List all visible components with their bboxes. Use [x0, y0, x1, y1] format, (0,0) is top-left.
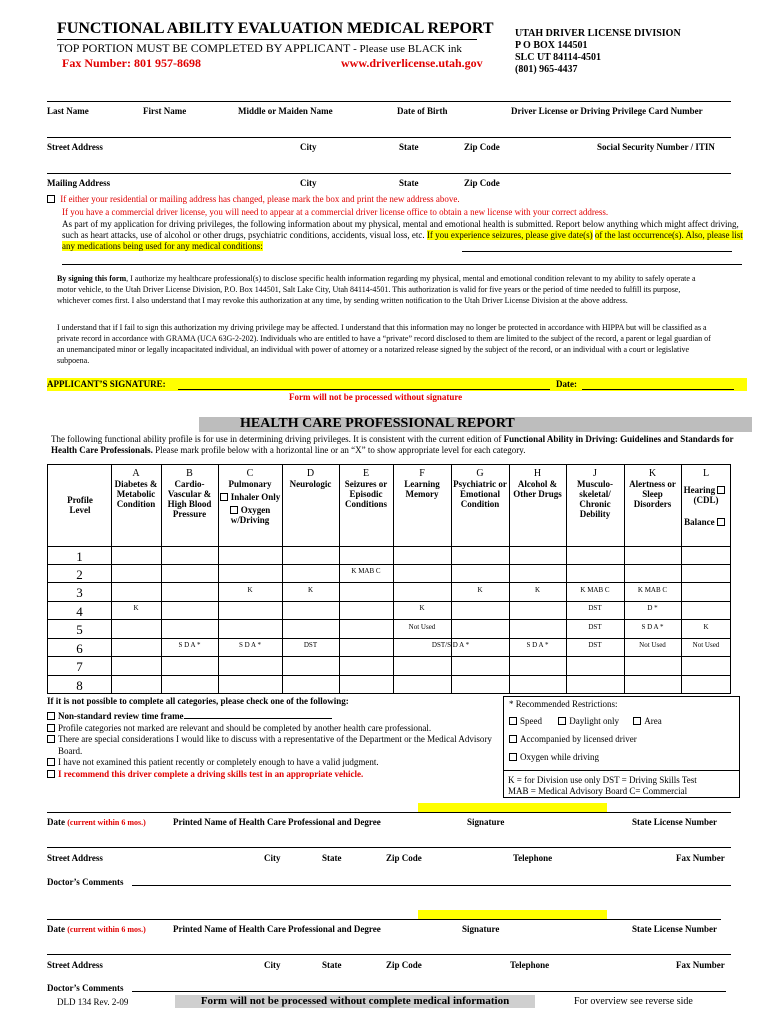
profile-level-header: Profile Level [67, 495, 93, 515]
applicant-signature-label: APPLICANT’S SIGNATURE: [47, 379, 166, 389]
mailing-state-label: State [399, 178, 419, 188]
col-g-header: G Psychiatric or Emotional Condition [453, 468, 507, 509]
col-j-header: J Musculo- skeletal/ Chronic Debility [577, 468, 613, 519]
division-name: UTAH DRIVER LICENSE DIVISION [515, 28, 681, 39]
restrictions-legend-2: MAB = Medical Advisory Board C= Commercial [508, 786, 688, 796]
balance-checkbox[interactable] [717, 518, 725, 526]
col-f-header: F Learning Memory [404, 468, 440, 499]
table-cell: S D A * [239, 641, 261, 649]
state-license-label-2: State License Number [632, 924, 717, 934]
printed-name-label-2: Printed Name of Health Care Professional and Degree [173, 924, 381, 934]
col-c-header: C Pulmonary Inhaler Only Oxygen w/Driving [218, 469, 282, 525]
table-cell: K MAB C [637, 586, 668, 594]
level-2: 2 [76, 567, 83, 582]
overview-note: For overview see reverse side [574, 996, 693, 1007]
fax-label-2: Fax Number [676, 960, 725, 970]
table-cell: K MAB C [351, 567, 381, 575]
state-license-label-1: State License Number [632, 817, 717, 827]
table-cell: S D A * [178, 641, 201, 649]
state-label-1: State [322, 853, 342, 863]
city-label-2: City [264, 960, 281, 970]
fax-label-1: Fax Number [676, 853, 725, 863]
table-cell: Not Used [639, 641, 666, 649]
license-number-label: Driver License or Driving Privilege Card Number [511, 106, 703, 116]
hearing-checkbox[interactable] [717, 486, 725, 494]
level-6: 6 [76, 641, 83, 656]
address-changed-text: If either your residential or mailing address has changed, please mark the box and print the new address above. [60, 194, 460, 204]
hcp-intro-bold: Functional Ability in Driving: Guidelines and Standards for Health Care Professionals. [51, 434, 734, 455]
special-considerations-checkbox[interactable] [47, 735, 55, 743]
zip-label-2: Zip Code [386, 960, 422, 970]
oxygen-checkbox[interactable] [230, 506, 238, 514]
street-label: Street Address [47, 142, 103, 152]
ssn-label: Social Security Number / ITIN [597, 142, 715, 152]
street-label-2: Street Address [47, 960, 103, 970]
understand-paragraph: I understand that if I fail to sign this authorization my driving privilege may be affected. I understand that this information may no longer be protected in accordance with HIPPA but will be classified as a private record in accordance with GRAMA (UCA 63G-2-202). Individuals who are entitled to have a “private” record disclosed to them are limited to the subject of the record, a parent or legal guardian of an unemancipated minor or legally incapacitated individual, an individual with power of attorney or a notarized release signed by the subject of the record, or an individual with a court or legislative subpoena. [57, 323, 711, 365]
table-cell: K [703, 623, 709, 631]
table-cell: K [534, 586, 541, 594]
unmarked-categories-checkbox[interactable] [47, 724, 55, 732]
table-cell: K [419, 604, 425, 612]
hcp-intro-end: Please mark profile below with a horizontal line or an “X” to show appropriate level for each category. [152, 445, 526, 455]
zip-label: Zip Code [464, 142, 500, 152]
subtitle-text: TOP PORTION MUST BE COMPLETED BY APPLICANT [57, 41, 351, 55]
daylight-checkbox[interactable] [558, 717, 566, 725]
inhaler-checkbox[interactable] [220, 493, 228, 501]
table-cell: K [133, 604, 139, 612]
comments-label-1: Doctor’s Comments [47, 877, 124, 887]
categories-heading: If it is not possible to complete all categories, please check one of the following: [47, 696, 349, 706]
col-e-header: E Seizures or Episodic Conditions [344, 468, 388, 509]
form-id: DLD 134 Rev. 2-09 [57, 997, 129, 1007]
restrictions-box: * Recommended Restrictions: Speed Daylight only Area Accompanied by licensed driver Oxygen while driving K = for Division use only DST = Driving Skills Test MAB = Medical Advisory Board C= Commercial [503, 696, 740, 798]
division-phone: (801) 965-4437 [515, 64, 578, 75]
table-cell: D * [647, 604, 658, 612]
col-k-header: K Alertness or Sleep Disorders [629, 468, 676, 509]
date-label-2: Date (current within 6 mos.) [47, 924, 146, 934]
table-cell: K MAB C [580, 586, 610, 594]
state-label: State [399, 142, 419, 152]
table-cell: K [247, 586, 253, 594]
hcp-intro [51, 434, 756, 456]
address-changed-notice [47, 194, 460, 204]
col-b-header: B Cardio- Vascular & High Blood Pressure [167, 468, 212, 519]
comments-field-2[interactable] [132, 991, 726, 992]
last-name-label: Last Name [47, 106, 89, 116]
telephone-label-1: Telephone [513, 853, 553, 863]
commercial-notice: If you have a commercial driver license, you will need to appear at a commercial driver license office to obtain a new license with your correct address. [62, 207, 609, 217]
restrictions-title: * Recommended Restrictions: [509, 699, 618, 709]
table-cell: DST [588, 641, 602, 649]
comments-field-1[interactable] [132, 885, 731, 886]
fax-number: Fax Number: 801 957-8698 [62, 56, 201, 70]
subtitle-note: - Please use BLACK ink [353, 43, 462, 55]
level-8: 8 [76, 678, 83, 693]
zip-label-1: Zip Code [386, 853, 422, 863]
signature-required-notice: Form will not be processed without signature [289, 392, 463, 402]
date-field[interactable] [582, 389, 734, 390]
printed-name-label-1: Printed Name of Health Care Professional and Degree [173, 817, 381, 827]
website-link[interactable]: www.driverlicense.utah.gov [341, 56, 483, 70]
date-label: Date: [556, 379, 577, 389]
telephone-label-2: Telephone [510, 960, 550, 970]
applicant-signature-field[interactable] [178, 389, 550, 390]
signature-label-1: Signature [467, 817, 505, 827]
street-label-1: Street Address [47, 853, 103, 863]
hcp-intro-text: The following functional ability profile is for use in determining driving privileges. It is consistent with the current edition of [51, 434, 504, 444]
seizure-highlight-1: If you experience seizures, please give date(s) [426, 230, 593, 240]
city-label-1: City [264, 853, 281, 863]
dob-label: Date of Birth [397, 106, 448, 116]
nonstandard-checkbox[interactable] [47, 712, 55, 720]
date-label-1: Date (current within 6 mos.) [47, 817, 146, 827]
mailing-city-label: City [300, 178, 317, 188]
first-name-label: First Name [143, 106, 187, 116]
signing-paragraph [57, 273, 707, 306]
division-address1: P O BOX 144501 [515, 40, 588, 51]
col-d-header: D Neurologic [289, 468, 332, 489]
col-a-header: A Diabetes & Metabolic Condition [114, 468, 158, 509]
speed-checkbox[interactable] [509, 717, 517, 725]
restrictions-legend-1: K = for Division use only DST = Driving Skills Test [508, 775, 697, 785]
level-4: 4 [76, 604, 83, 619]
accompanied-checkbox[interactable] [509, 735, 517, 743]
not-examined-checkbox[interactable] [47, 758, 55, 766]
division-address2: SLC UT 84114-4501 [515, 52, 601, 63]
application-paragraph [62, 219, 746, 252]
middle-name-label: Middle or Maiden Name [238, 106, 333, 116]
categories-list: Non-standard review time frame Profile categories not marked are relevant and should be completed by another health care professional. There are special considerations I would like to discuss with a representative of the Department or the Medical Advisory Board. I have not examined this patient recently or completely enough to have a valid judgment. I recommend this driver complete a driving skills test in an appropriate vehicle. [47, 711, 497, 780]
table-cell: DST/S D A * [431, 641, 470, 649]
seizure-highlight-2: of the last occurrence(s). Also, please list any medications being used for any medical conditions: [62, 230, 743, 251]
profile-table [47, 464, 731, 694]
table-cell: S D A * [526, 641, 549, 649]
city-label: City [300, 142, 317, 152]
table-cell: DST [588, 623, 602, 631]
area-checkbox[interactable] [633, 717, 641, 725]
hcp-heading: HEALTH CARE PROFESSIONAL REPORT [240, 416, 515, 431]
footer-banner: Form will not be processed without complete medical information [175, 995, 535, 1008]
mailing-label: Mailing Address [47, 178, 111, 188]
comments-label-2: Doctor’s Comments [47, 983, 124, 993]
table-cell: S D A * [641, 623, 664, 631]
col-h-header: H Alcohol & Other Drugs [513, 468, 562, 499]
form-title: FUNCTIONAL ABILITY EVALUATION MEDICAL REPORT [57, 20, 494, 37]
table-cell: DST [588, 604, 602, 612]
table-cell: DST [303, 641, 318, 649]
table-cell: K [477, 586, 483, 594]
skills-test-checkbox[interactable] [47, 770, 55, 778]
application-text: As part of my application for driving privileges, the following information about my physical, mental and emotional health is submitted. Report below anything which might affect driving, such as heart attacks, use of alcohol or other drugs, psychiatric conditions, accidents, visual loss, etc. [62, 219, 739, 240]
subtitle [57, 41, 462, 56]
state-label-2: State [322, 960, 342, 970]
table-cell: Not Used [408, 623, 436, 631]
level-7: 7 [76, 659, 83, 674]
mailing-zip-label: Zip Code [464, 178, 500, 188]
signing-bold: By signing this form [57, 274, 127, 283]
signature-label-2: Signature [462, 924, 500, 934]
table-cell: K [307, 586, 314, 594]
address-changed-checkbox[interactable] [47, 195, 55, 203]
signing-text: , I authorize my healthcare professional(s) to disclose specific health information regarding my physical, mental and emotional condition relevant to my ability to safely operate a motor vehicle, to the Utah Driver License Division, P.O. Box 144501, Salt Lake City, Utah 84114-4501. This authorization is valid for five years or the period of time needed to fulfill its purpose, whichever comes first. I also understand that I may revoke this authorization at any time, by sending written notification to the Utah Driver License Division at the above address. [57, 274, 696, 305]
division-block [515, 28, 681, 76]
oxygen-driving-checkbox[interactable] [509, 753, 517, 761]
level-3: 3 [76, 585, 83, 600]
table-cell: Not Used [692, 641, 720, 649]
col-l-header: L Hearing (CDL) Balance [681, 469, 731, 527]
level-1: 1 [76, 549, 83, 564]
level-5: 5 [76, 622, 83, 637]
